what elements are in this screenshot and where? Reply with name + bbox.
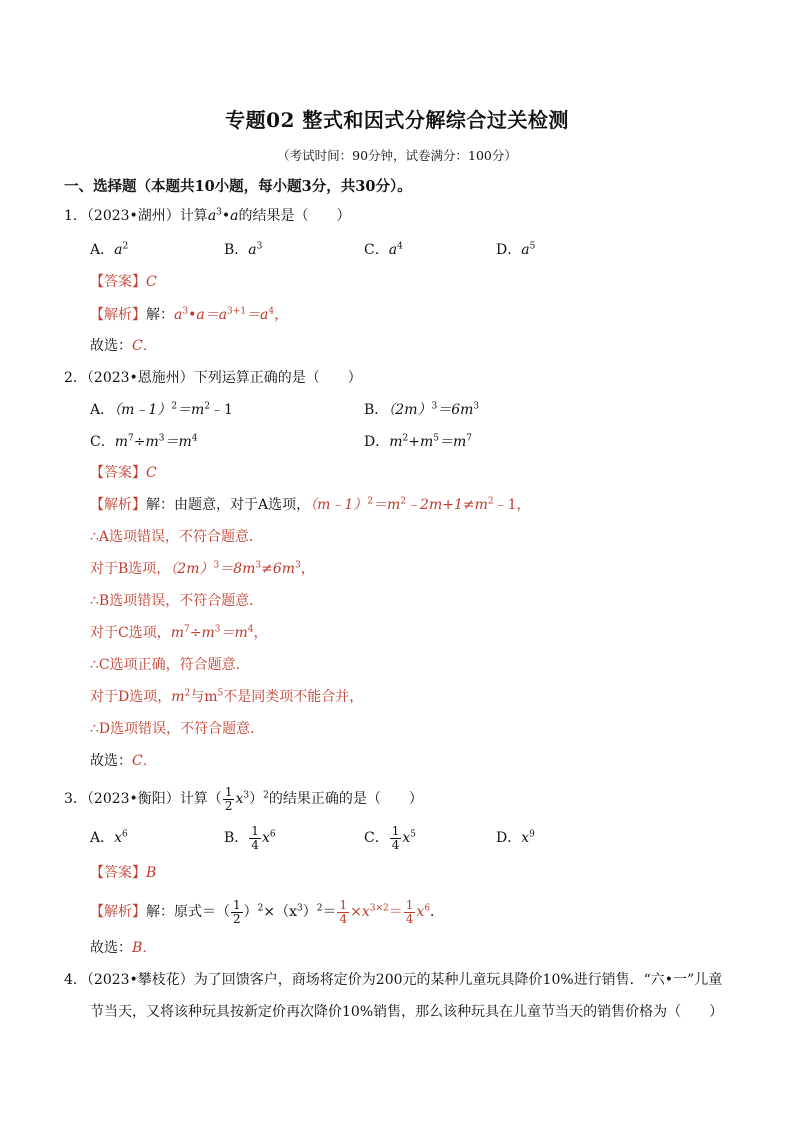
question-1-stem: 1．（2023•湖州）计算$a^3•a$的结果是（ ） bbox=[64, 207, 351, 224]
page-title: 专题02 整式和因式分解综合过关检测 bbox=[225, 108, 569, 132]
question-1-option-c: C．$a^4$ bbox=[364, 241, 403, 258]
question-2-analysis-line-7: 对于D选项，$m^2$与$m^5$不是同类项不能合并， bbox=[90, 688, 364, 705]
question-1-option-b: B．$a^3$ bbox=[224, 241, 263, 258]
exam-info: （考试时间：90分钟，试卷满分：100分） bbox=[277, 148, 517, 163]
question-1-option-a: A．$a^2$ bbox=[90, 241, 129, 258]
question-2-option-c: C．$m^7\div m^3=m^4$ bbox=[90, 433, 198, 450]
question-2-analysis-line-1: 【解析】解：由题意，对于A选项，$(m﹣1)^2=m^2﹣2m+1\ne m^2﹣1$， bbox=[90, 496, 531, 513]
question-3-stem: 3．（2023•衡阳）计算（ $\frac{1}{2}$ $x^3)^2$的结果正确的是（ ） bbox=[64, 784, 423, 813]
question-1-answer: 【答案】C bbox=[90, 274, 157, 290]
question-2-option-a: A．$(m﹣1)^2=m^2﹣1$ bbox=[90, 401, 233, 418]
question-4-stem-line-2: 节当天，又将该种玩具按新定价再次降价10%销售，那么该种玩具在儿童节当天的销售价格为（ ） bbox=[90, 1004, 724, 1020]
question-2-analysis-line-4: ∴B选项错误，不符合题意． bbox=[90, 593, 264, 609]
question-4-stem-line-1: 4．（2023•攀枝花）为了回馈客户，商场将定价为200元的某种儿童玩具降价10%进行销售．“六•一”儿童 bbox=[64, 972, 723, 988]
question-2-option-b: B．$(2m)^3=6m^3$ bbox=[364, 401, 480, 418]
question-3-answer: 【答案】B bbox=[90, 865, 157, 881]
question-3-choice: 故选：B． bbox=[90, 940, 157, 956]
question-1-choice: 故选：C． bbox=[90, 338, 157, 354]
question-2-analysis-line-6: ∴C选项正确，符合题意． bbox=[90, 657, 250, 673]
question-2-analysis-line-3: 对于B选项，$(2m)^3=8m^3\ne 6m^3$， bbox=[90, 560, 315, 577]
question-2-analysis-line-8: ∴D选项错误，不符合题意． bbox=[90, 721, 265, 737]
question-3-option-c: C． $\frac{1}{4}$ $x^5$ bbox=[364, 823, 416, 852]
question-3-option-b: B． $\frac{1}{4}$ $x^6$ bbox=[224, 823, 276, 852]
section-heading: 一、选择题（本题共10小题，每小题3分，共30分）。 bbox=[64, 178, 412, 195]
question-2-answer: 【答案】C bbox=[90, 465, 157, 481]
question-2-analysis-line-5: 对于C选项，$m^7\div m^3=m^4$， bbox=[90, 624, 268, 641]
question-2-option-d: D．$m^2+m^5=m^7$ bbox=[364, 433, 473, 450]
question-3-analysis: 【解析】解：原式＝（ $\frac{1}{2}$ ）$^2\times(x^3)^2=$ $\frac{1}{4}$ $\times x^{3\times 2}=$ $\frac{1}{4}$ $x^6$． bbox=[90, 897, 445, 926]
question-2-stem: 2．（2023•恩施州）下列运算正确的是（ ） bbox=[64, 370, 362, 386]
question-2-analysis-line-2: ∴A选项错误，不符合题意． bbox=[90, 529, 264, 545]
question-1-option-d: D．$a^5$ bbox=[496, 241, 536, 258]
question-2-choice: 故选：C． bbox=[90, 753, 157, 769]
question-3-option-d: D．$x^9$ bbox=[496, 829, 535, 846]
question-3-option-a: A．$x^6$ bbox=[90, 829, 128, 846]
question-1-analysis: 【解析】解：$a^3•a=a^{3+1}=a^4$， bbox=[90, 306, 289, 323]
